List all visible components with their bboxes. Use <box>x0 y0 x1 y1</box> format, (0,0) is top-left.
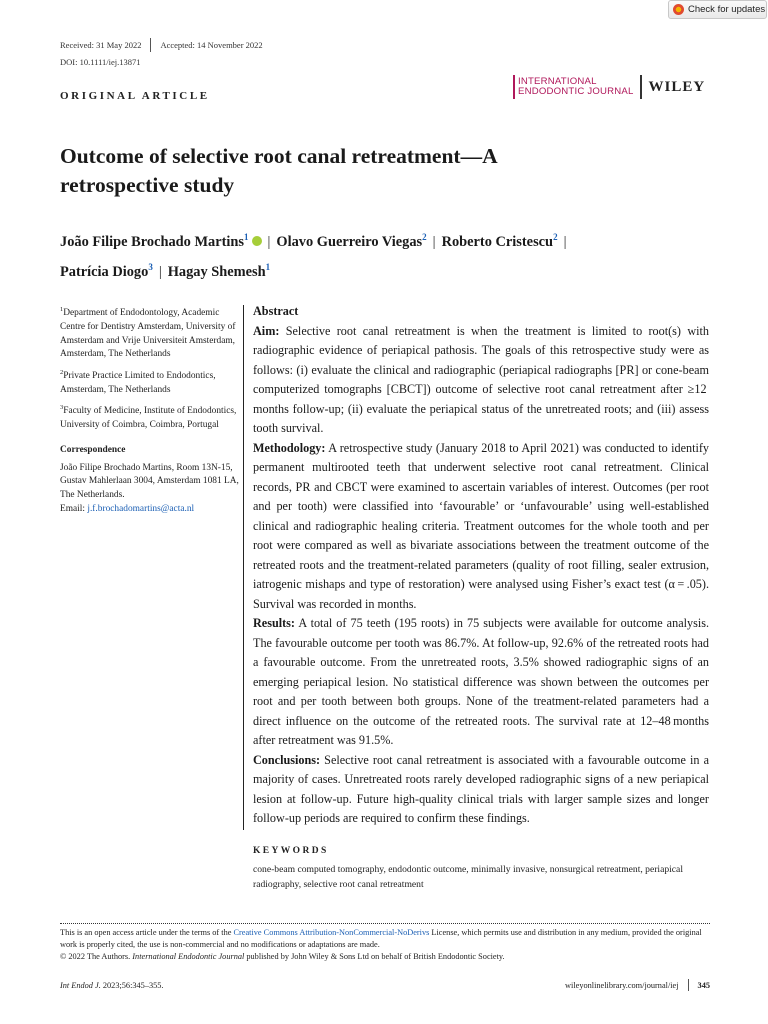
citation-journal: Int Endod J. <box>60 980 101 990</box>
crossmark-icon <box>673 4 684 15</box>
date-divider <box>150 38 151 52</box>
author-affiliation-ref[interactable]: 2 <box>553 232 558 242</box>
footer-divider <box>688 979 689 991</box>
author-name: Patrícia Diogo <box>60 263 149 280</box>
methodology-label: Methodology: <box>253 440 326 455</box>
copyright-text <box>60 951 710 963</box>
doi: DOI: 10.1111/iej.13871 <box>60 57 141 67</box>
author-name: Olavo Guerreiro Viegas <box>276 233 423 250</box>
abstract <box>253 302 709 829</box>
affiliation-number: 3 <box>60 404 64 412</box>
abstract-methodology <box>253 439 709 615</box>
author-name: Hagay Shemesh <box>167 263 266 280</box>
license-text <box>60 927 710 951</box>
aim-text: Selective root canal retreatment is when the treatment is limited to root(s) with radiographic evidence of periapical pathosis. The goals of this retrospective study were as follows: (i) evaluate the clinical and radiographic (periapical radiographs [PR] or cone-beam computerized tomographs [CBCT]) outcome of selective root canal retreatment after ≥12 months follow-up; (ii) evaluate the periapical status of the unretreated roots; and (iii) assess tooth survival. <box>253 323 709 435</box>
affiliation-item <box>60 366 240 398</box>
author-affiliation-ref[interactable]: 1 <box>244 232 249 242</box>
abstract-conclusions <box>253 751 709 829</box>
abstract-heading: Abstract <box>253 304 299 318</box>
abstract-results <box>253 614 709 751</box>
journal-name-line2: ENDODONTIC JOURNAL <box>518 86 634 97</box>
email-label: Email: <box>60 503 88 514</box>
abstract-aim <box>253 322 709 439</box>
check-for-updates-button[interactable] <box>668 0 767 19</box>
license-post: License, which permits use and distribution in any medium, provided the original work is properly cited, the use is non-commercial and no modifications or adaptations are made. <box>60 928 702 950</box>
affiliation-item <box>60 303 240 362</box>
results-label: Results: <box>253 616 295 630</box>
aim-label: Aim: <box>253 323 280 338</box>
affiliation-text: Department of Endodontology, Academic Centre for Dentistry Amsterdam, University of Amsterdam and Vrije Universiteit Amsterdam, Amsterdam, The Netherlands <box>60 308 236 360</box>
author-affiliation-ref[interactable]: 3 <box>148 261 153 272</box>
author-name: João Filipe Brochado Martins <box>60 233 245 250</box>
correspondence-address: João Filipe Brochado Martins, Room 13N-15, Gustav Mahlerlaan 3004, Amsterdam 1081 LA, The Netherlands. <box>60 462 239 501</box>
affiliations-column <box>60 303 240 521</box>
author-separator: | <box>432 233 436 250</box>
author-affiliation-ref[interactable]: 1 <box>265 261 271 272</box>
author-separator: | <box>158 263 162 280</box>
correspondence-heading: Correspondence <box>60 445 126 455</box>
copyright-post: published by John Wiley & Sons Ltd on behalf of British Endodontic Society. <box>244 952 505 962</box>
journal-name-line1: INTERNATIONAL <box>518 75 597 87</box>
affiliation-text: Faculty of Medicine, Institute of Endodontics, University of Coimbra, Coimbra, Portugal <box>60 406 237 431</box>
abstract-rule <box>243 305 244 830</box>
received-date: Received: 31 May 2022 <box>60 40 142 50</box>
citation <box>60 981 164 990</box>
methodology-text: A retrospective study (January 2018 to April 2021) was conducted to identify permanent multirooted teeth that underwent selective root canal retreatment. Clinical records, PR and CBCT were examined to ascertain variables of interest. Outcomes (per root and per tooth) were classified into ‘favourable’ or ‘unfavourable’ using well-established clinical and radiographic healing criteria. Treatment outcomes for the whole tooth and per root were compared as well as bivariate associations between the treatment outcome of the retreated roots and the treatment-related parameters (quality of root filling, sealer extrusion, iatrogenic mishaps and type of restoration) were analysed using Fisher’s exact test (α = .05). Survival was recorded in months. <box>253 440 709 611</box>
logo-divider <box>640 75 642 99</box>
author-separator: | <box>267 233 271 250</box>
email-link[interactable]: j.f.brochadomartins@acta.nl <box>87 503 195 514</box>
article-type: ORIGINAL ARTICLE <box>60 90 210 102</box>
author-name: Roberto Cristescu <box>441 233 554 250</box>
license-pre: This is an open access article under the terms of the <box>60 928 234 937</box>
keywords-heading: KEYWORDS <box>253 846 329 856</box>
page-number: 345 <box>697 980 710 990</box>
affiliation-number: 1 <box>60 306 64 313</box>
journal-url[interactable]: wileyonlinelibrary.com/journal/iej <box>565 980 679 990</box>
license-notice <box>60 927 710 964</box>
affiliation-item <box>60 401 240 433</box>
results-text: A total of 75 teeth (195 roots) in 75 subjects were available for outcome analysis. The favourable outcome per tooth was 86.7%. At follow-up, 92.6% of the retreated roots had a favourable outcome. From the unretreated roots, 3.5% showed radiographic signs of an emerging periapical lesion. No statistical difference was shown between the outcomes per root and per tooth between both groups. None of the treatment-related parameters had a direct influence on the outcome of the retreated roots. The survival rate at 12–48 months after retreatment was 91.5%. <box>253 616 709 747</box>
article-dates <box>60 38 263 52</box>
conclusions-text: Selective root canal retreatment is associated with a favourable outcome in a majority of cases. Unretreated roots rarely developed radiographic signs of a new periapical lesion at follow-up. Future high-quality clinical trials with larger sample sizes and longer follow-up periods are required to confirm these findings. <box>253 752 709 825</box>
affiliation-number: 2 <box>60 368 64 376</box>
affiliation-text: Private Practice Limited to Endodontics, Amsterdam, The Netherlands <box>60 371 216 395</box>
footer-right <box>565 979 710 991</box>
orcid-icon[interactable] <box>252 236 262 246</box>
accepted-date: Accepted: 14 November 2022 <box>160 40 263 50</box>
copyright-journal: International Endodontic Journal <box>132 952 245 962</box>
check-for-updates-label: Check for updates <box>688 4 766 15</box>
keywords-text: cone-beam computed tomography, endodontic outcome, minimally invasive, nonsurgical retreatment, periapical radiography, selective root canal retreatment <box>253 864 683 890</box>
author-affiliation-ref[interactable]: 2 <box>422 232 427 242</box>
citation-volume: 2023;56:345–355. <box>100 980 164 990</box>
journal-logo[interactable] <box>513 74 705 100</box>
author-separator: | <box>563 233 567 250</box>
author-list <box>60 225 720 285</box>
paper-title: Outcome of selective root canal retreatment—A retrospective study <box>60 144 497 197</box>
page-footer <box>60 979 710 991</box>
conclusions-label: Conclusions: <box>253 752 321 767</box>
journal-logo-bar <box>513 75 515 99</box>
publisher-logo: WILEY <box>648 78 706 95</box>
copyright-pre: © 2022 The Authors. <box>60 952 133 962</box>
license-divider <box>60 923 710 924</box>
journal-name <box>518 77 634 98</box>
license-link[interactable]: Creative Commons Attribution-NonCommercial-NoDerivs <box>233 928 430 937</box>
correspondence-details <box>60 462 240 517</box>
